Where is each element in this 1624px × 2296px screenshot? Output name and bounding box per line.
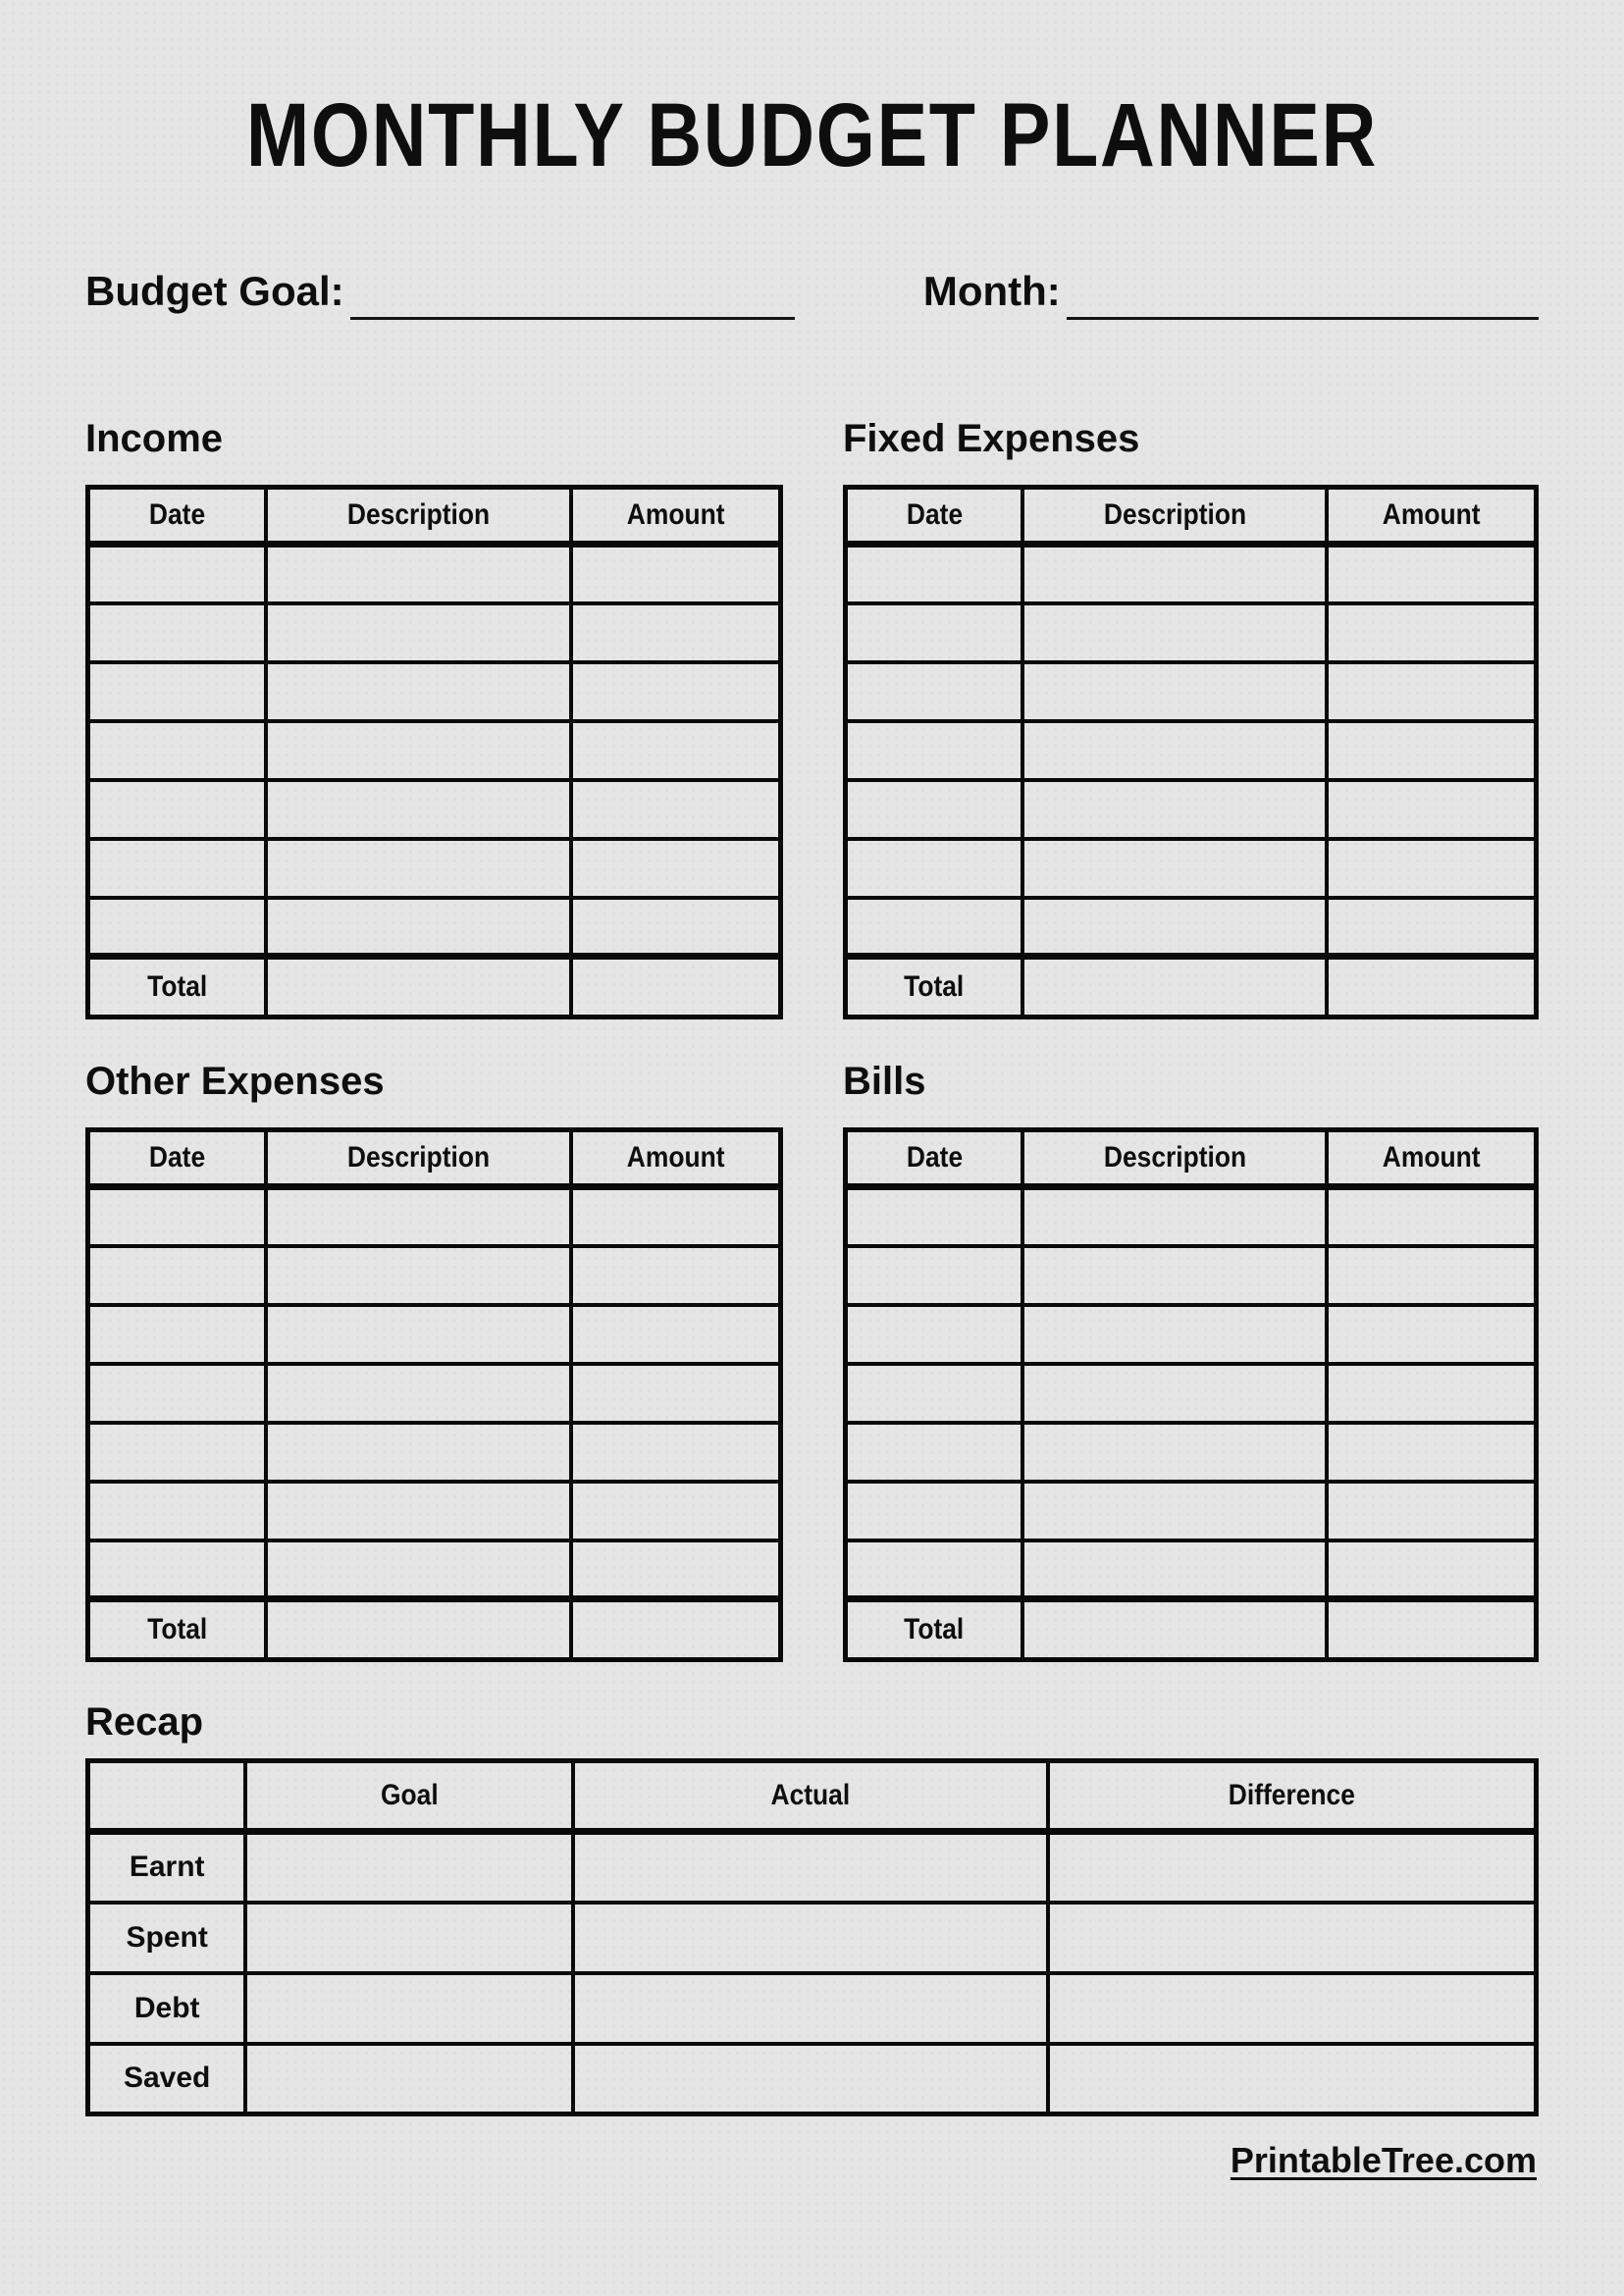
other-expenses-row-6 — [88, 1482, 781, 1540]
other-expenses-total-label: Total — [88, 1599, 266, 1660]
other-expenses-cell-date — [88, 1246, 266, 1305]
income-cell-date — [88, 603, 266, 662]
bills-total-description — [1022, 1599, 1327, 1660]
other-expenses-cell-date — [88, 1364, 266, 1423]
other-expenses-total-description — [266, 1599, 571, 1660]
month-input-line — [1067, 275, 1539, 320]
other-expenses-row-4 — [88, 1364, 781, 1423]
bills-heading: Bills — [843, 1060, 926, 1103]
income-row-6 — [88, 839, 781, 898]
income-cell-description — [266, 898, 571, 957]
other-expenses-cell-description — [266, 1246, 571, 1305]
other-expenses-cell-date — [88, 1540, 266, 1599]
fixed-expenses-total-amount — [1327, 957, 1536, 1018]
income-cell-date — [88, 839, 266, 898]
recap-section — [85, 1701, 1539, 2116]
income-row-7 — [88, 898, 781, 957]
income-row-2 — [88, 603, 781, 662]
bills-cell-description — [1022, 1364, 1327, 1423]
fixed-expenses-cell-date — [846, 545, 1023, 603]
income-row-5 — [88, 780, 781, 839]
recap-earnt-difference — [1048, 1832, 1536, 1903]
bills-cell-amount — [1327, 1423, 1536, 1482]
income-cell-amount — [571, 839, 781, 898]
other-expenses-table — [85, 1127, 783, 1662]
income-table — [85, 485, 783, 1019]
income-cell-amount — [571, 603, 781, 662]
bills-cell-description — [1022, 1187, 1327, 1246]
bottom-tables-row — [85, 1061, 1539, 1662]
other-expenses-cell-date — [88, 1482, 266, 1540]
bills-cell-date — [846, 1423, 1023, 1482]
recap-saved-difference — [1048, 2044, 1536, 2114]
fixed-expenses-cell-description — [1022, 898, 1327, 957]
fixed-expenses-row-4 — [846, 721, 1537, 780]
bills-cell-amount — [1327, 1540, 1536, 1599]
recap-saved-goal — [245, 2044, 573, 2114]
budget-goal-input-line — [350, 275, 796, 320]
fixed-expenses-total-row — [846, 957, 1537, 1018]
other-expenses-row-7 — [88, 1540, 781, 1599]
other-expenses-cell-description — [266, 1305, 571, 1364]
income-cell-description — [266, 780, 571, 839]
fixed-expenses-row-1 — [846, 545, 1537, 603]
recap-heading: Recap — [85, 1700, 204, 1744]
fixed-expenses-cell-date — [846, 898, 1023, 957]
income-heading: Income — [85, 417, 224, 460]
bills-cell-date — [846, 1187, 1023, 1246]
header-fields — [85, 263, 1539, 320]
recap-col-goal: Goal — [245, 1761, 573, 1832]
bills-cell-date — [846, 1246, 1023, 1305]
income-total-row — [88, 957, 781, 1018]
fixed-expenses-cell-date — [846, 662, 1023, 721]
bills-cell-amount — [1327, 1187, 1536, 1246]
bills-row-4 — [846, 1364, 1537, 1423]
top-tables-row — [85, 418, 1539, 1019]
other-expenses-header-row — [88, 1130, 781, 1187]
other-expenses-row-3 — [88, 1305, 781, 1364]
recap-row-debt — [88, 1973, 1537, 2044]
fixed-expenses-cell-description — [1022, 603, 1327, 662]
bills-cell-amount — [1327, 1246, 1536, 1305]
fixed-expenses-cell-description — [1022, 721, 1327, 780]
bills-cell-amount — [1327, 1364, 1536, 1423]
other-expenses-cell-description — [266, 1423, 571, 1482]
recap-debt-actual — [573, 1973, 1048, 2044]
income-cell-description — [266, 662, 571, 721]
other-expenses-heading: Other Expenses — [85, 1060, 385, 1103]
recap-earnt-label: Earnt — [88, 1832, 246, 1903]
recap-spent-difference — [1048, 1903, 1536, 1973]
footer-link[interactable]: PrintableTree.com — [1230, 2140, 1537, 2180]
income-cell-description — [266, 545, 571, 603]
fixed-expenses-cell-date — [846, 721, 1023, 780]
other-expenses-row-2 — [88, 1246, 781, 1305]
income-cell-amount — [571, 662, 781, 721]
recap-col-actual: Actual — [573, 1761, 1048, 1832]
bills-cell-date — [846, 1305, 1023, 1364]
other-expenses-cell-amount — [571, 1423, 781, 1482]
other-expenses-cell-description — [266, 1540, 571, 1599]
fixed-expenses-row-2 — [846, 603, 1537, 662]
income-cell-date — [88, 662, 266, 721]
fixed-expenses-row-3 — [846, 662, 1537, 721]
bills-row-7 — [846, 1540, 1537, 1599]
recap-spent-goal — [245, 1903, 573, 1973]
recap-debt-difference — [1048, 1973, 1536, 2044]
fixed-expenses-cell-amount — [1327, 721, 1536, 780]
income-cell-amount — [571, 721, 781, 780]
other-expenses-cell-amount — [571, 1305, 781, 1364]
month-label: Month: — [922, 268, 1061, 314]
income-cell-description — [266, 721, 571, 780]
recap-table — [85, 1758, 1539, 2116]
fixed-expenses-col-description: Description — [1022, 488, 1327, 545]
budget-goal-label: Budget Goal: — [85, 268, 344, 314]
income-header-row — [88, 488, 781, 545]
bills-cell-description — [1022, 1423, 1327, 1482]
other-expenses-cell-amount — [571, 1482, 781, 1540]
fixed-expenses-row-7 — [846, 898, 1537, 957]
income-cell-amount — [571, 780, 781, 839]
other-expenses-cell-date — [88, 1305, 266, 1364]
bills-cell-description — [1022, 1482, 1327, 1540]
recap-row-spent — [88, 1903, 1537, 1973]
fixed-expenses-row-5 — [846, 780, 1537, 839]
recap-debt-goal — [245, 1973, 573, 2044]
income-row-1 — [88, 545, 781, 603]
fixed-expenses-total-description — [1022, 957, 1327, 1018]
income-cell-amount — [571, 545, 781, 603]
fixed-expenses-cell-amount — [1327, 839, 1536, 898]
recap-saved-label: Saved — [88, 2044, 246, 2114]
recap-earnt-actual — [573, 1832, 1048, 1903]
fixed-expenses-cell-amount — [1327, 898, 1536, 957]
bills-table — [843, 1127, 1539, 1662]
page-footer — [85, 2140, 1539, 2181]
income-total-amount — [571, 957, 781, 1018]
fixed-expenses-cell-description — [1022, 780, 1327, 839]
bills-cell-date — [846, 1482, 1023, 1540]
bills-total-label: Total — [846, 1599, 1023, 1660]
recap-earnt-goal — [245, 1832, 573, 1903]
fixed-expenses-cell-amount — [1327, 662, 1536, 721]
other-expenses-col-amount: Amount — [571, 1130, 781, 1187]
other-expenses-cell-date — [88, 1187, 266, 1246]
bills-cell-amount — [1327, 1482, 1536, 1540]
fixed-expenses-total-label: Total — [846, 957, 1023, 1018]
bills-row-5 — [846, 1423, 1537, 1482]
fixed-expenses-col-date: Date — [846, 488, 1023, 545]
recap-debt-label: Debt — [88, 1973, 246, 2044]
page-title-text: MONTHLY BUDGET PLANNER — [245, 85, 1379, 185]
fixed-expenses-cell-description — [1022, 545, 1327, 603]
income-section — [85, 418, 783, 1019]
income-total-label: Total — [88, 957, 266, 1018]
bills-cell-description — [1022, 1246, 1327, 1305]
other-expenses-cell-amount — [571, 1540, 781, 1599]
bills-cell-date — [846, 1540, 1023, 1599]
fixed-expenses-cell-description — [1022, 839, 1327, 898]
fixed-expenses-section — [843, 418, 1539, 1019]
bills-row-1 — [846, 1187, 1537, 1246]
income-total-description — [266, 957, 571, 1018]
recap-row-saved — [88, 2044, 1537, 2114]
other-expenses-section — [85, 1061, 783, 1662]
other-expenses-col-description: Description — [266, 1130, 571, 1187]
bills-row-2 — [846, 1246, 1537, 1305]
other-expenses-cell-description — [266, 1187, 571, 1246]
other-expenses-row-1 — [88, 1187, 781, 1246]
other-expenses-cell-amount — [571, 1364, 781, 1423]
other-expenses-total-row — [88, 1599, 781, 1660]
bills-col-amount: Amount — [1327, 1130, 1536, 1187]
bills-section — [843, 1061, 1539, 1662]
fixed-expenses-row-6 — [846, 839, 1537, 898]
recap-spent-actual — [573, 1903, 1048, 1973]
other-expenses-col-date: Date — [88, 1130, 266, 1187]
income-row-3 — [88, 662, 781, 721]
fixed-expenses-header-row — [846, 488, 1537, 545]
fixed-expenses-heading: Fixed Expenses — [843, 417, 1140, 460]
income-col-date: Date — [88, 488, 266, 545]
fixed-expenses-cell-date — [846, 780, 1023, 839]
bills-cell-date — [846, 1364, 1023, 1423]
bills-cell-description — [1022, 1305, 1327, 1364]
fixed-expenses-cell-amount — [1327, 603, 1536, 662]
income-cell-date — [88, 780, 266, 839]
fixed-expenses-cell-date — [846, 603, 1023, 662]
income-col-amount: Amount — [571, 488, 781, 545]
bills-total-amount — [1327, 1599, 1536, 1660]
income-cell-description — [266, 603, 571, 662]
income-cell-amount — [571, 898, 781, 957]
fixed-expenses-cell-description — [1022, 662, 1327, 721]
recap-header-row — [88, 1761, 1537, 1832]
income-cell-description — [266, 839, 571, 898]
income-row-4 — [88, 721, 781, 780]
bills-header-row — [846, 1130, 1537, 1187]
income-cell-date — [88, 898, 266, 957]
recap-corner-cell — [88, 1761, 246, 1832]
income-col-description: Description — [266, 488, 571, 545]
fixed-expenses-cell-amount — [1327, 780, 1536, 839]
other-expenses-cell-description — [266, 1482, 571, 1540]
bills-col-description: Description — [1022, 1130, 1327, 1187]
page-title — [85, 0, 1539, 185]
other-expenses-total-amount — [571, 1599, 781, 1660]
bills-cell-amount — [1327, 1305, 1536, 1364]
bills-cell-description — [1022, 1540, 1327, 1599]
other-expenses-cell-description — [266, 1364, 571, 1423]
recap-row-earnt — [88, 1832, 1537, 1903]
other-expenses-cell-date — [88, 1423, 266, 1482]
fixed-expenses-col-amount: Amount — [1327, 488, 1536, 545]
bills-col-date: Date — [846, 1130, 1023, 1187]
income-cell-date — [88, 721, 266, 780]
other-expenses-row-5 — [88, 1423, 781, 1482]
recap-col-difference: Difference — [1048, 1761, 1536, 1832]
bills-total-row — [846, 1599, 1537, 1660]
other-expenses-cell-amount — [571, 1187, 781, 1246]
fixed-expenses-table — [843, 485, 1539, 1019]
recap-spent-label: Spent — [88, 1903, 246, 1973]
fixed-expenses-cell-amount — [1327, 545, 1536, 603]
bills-row-6 — [846, 1482, 1537, 1540]
recap-saved-actual — [573, 2044, 1048, 2114]
bills-row-3 — [846, 1305, 1537, 1364]
fixed-expenses-cell-date — [846, 839, 1023, 898]
income-cell-date — [88, 545, 266, 603]
other-expenses-cell-amount — [571, 1246, 781, 1305]
